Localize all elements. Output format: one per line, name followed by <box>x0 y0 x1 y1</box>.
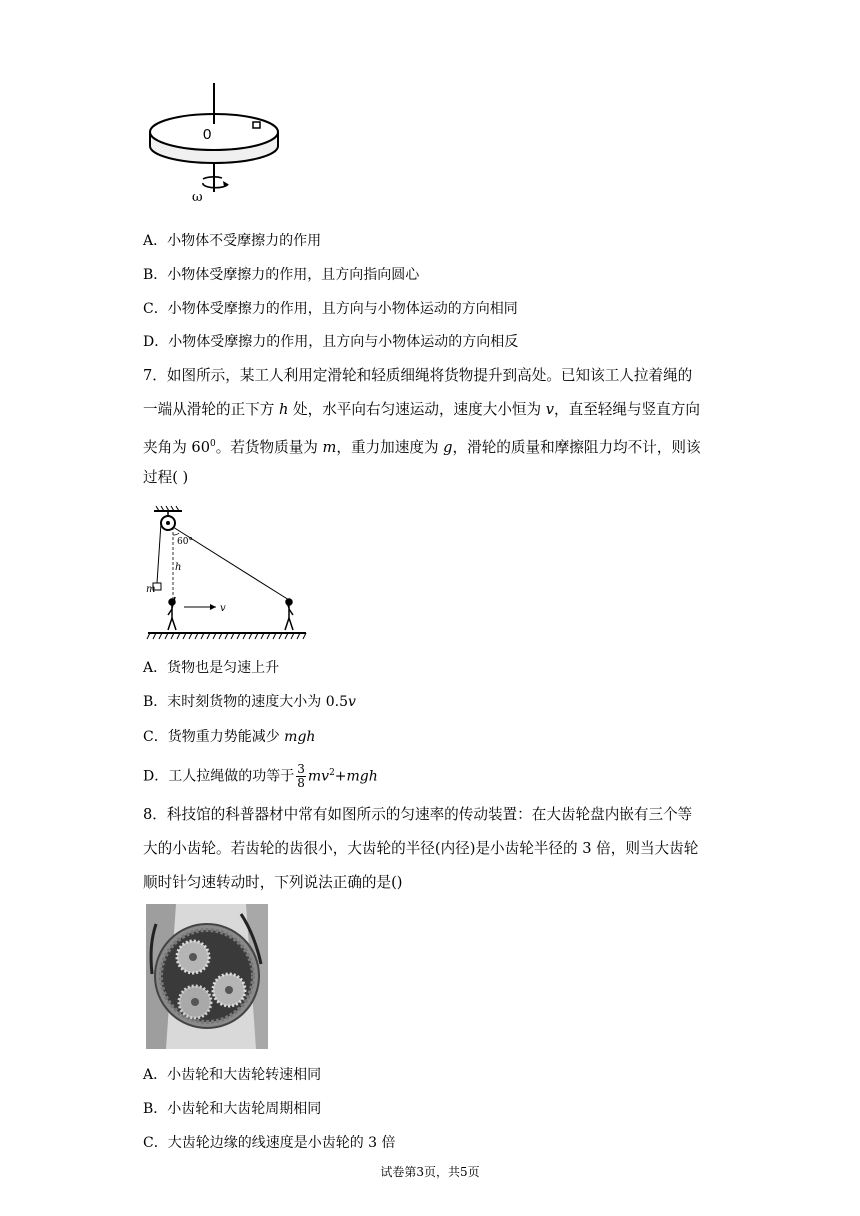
q7-line-4: 过程( ) <box>143 469 189 486</box>
angle-label: 60° <box>177 537 193 547</box>
mass-label: m <box>146 584 156 595</box>
q8-stem <box>143 798 723 900</box>
q7-option-c: C．货物重力势能减少 mgh <box>143 729 316 745</box>
small-block <box>253 122 260 128</box>
q7-line-2: 一端从滑轮的正下方 h 处，水平向右匀速运动，速度大小恒为 v，直至轻绳与竖直方向 <box>143 401 700 418</box>
q6-option-c: C．小物体受摩擦力的作用，且方向与小物体运动的方向相同 <box>143 301 518 317</box>
q8-line-2: 大的小齿轮。若齿轮的齿很小，大齿轮的半径(内径)是小齿轮半径的 3 倍，则当大齿轮 <box>143 840 699 857</box>
pulley-figure <box>146 505 311 645</box>
q7-option-d: D．工人拉绳做的功等于 $\frac{3}{8}$ $mv^2+mgh$ <box>143 762 378 791</box>
q6-option-b: B．小物体受摩擦力的作用，且方向指向圆心 <box>143 267 420 283</box>
height-label: h <box>175 562 182 573</box>
q7-stem <box>143 359 723 495</box>
gears-photo <box>146 904 268 1049</box>
q8-line-1: 8．科技馆的科普器材中常有如图所示的匀速率的传动装置：在大齿轮盘内嵌有三个等 <box>143 806 693 823</box>
page-footer: 试卷第3页，共5页 <box>380 1165 480 1179</box>
fraction: $\frac{3}{8}$ <box>297 762 305 791</box>
q8-line-3: 顺时针匀速转动时，下列说法正确的是() <box>143 874 403 891</box>
rotating-disk-figure <box>145 80 285 205</box>
disk-center-label: 0 <box>203 126 212 143</box>
velocity-label: v <box>220 603 226 614</box>
q8-option-b: B．小齿轮和大齿轮周期相同 <box>143 1101 322 1117</box>
q8-option-c: C．大齿轮边缘的线速度是小齿轮的 3 倍 <box>143 1135 396 1151</box>
q7-option-a: A．货物也是匀速上升 <box>143 660 280 676</box>
q8-option-a: A．小齿轮和大齿轮转速相同 <box>143 1067 322 1083</box>
q7-line-1: 7．如图所示，某工人利用定滑轮和轻质细绳将货物提升到高处。已知该工人拉着绳的 <box>143 367 693 384</box>
q7-option-b: B．末时刻货物的速度大小为 0.5v <box>143 694 356 710</box>
q7-line-3: 夹角为 $60^0$。若货物质量为 m，重力加速度为 g，滑轮的质量和摩擦阻力均不计，则该 <box>143 438 701 456</box>
omega-label: ω <box>192 190 203 205</box>
q6-option-d: D．小物体受摩擦力的作用，且方向与小物体运动的方向相反 <box>143 334 519 350</box>
q6-option-a: A．小物体不受摩擦力的作用 <box>143 233 322 249</box>
